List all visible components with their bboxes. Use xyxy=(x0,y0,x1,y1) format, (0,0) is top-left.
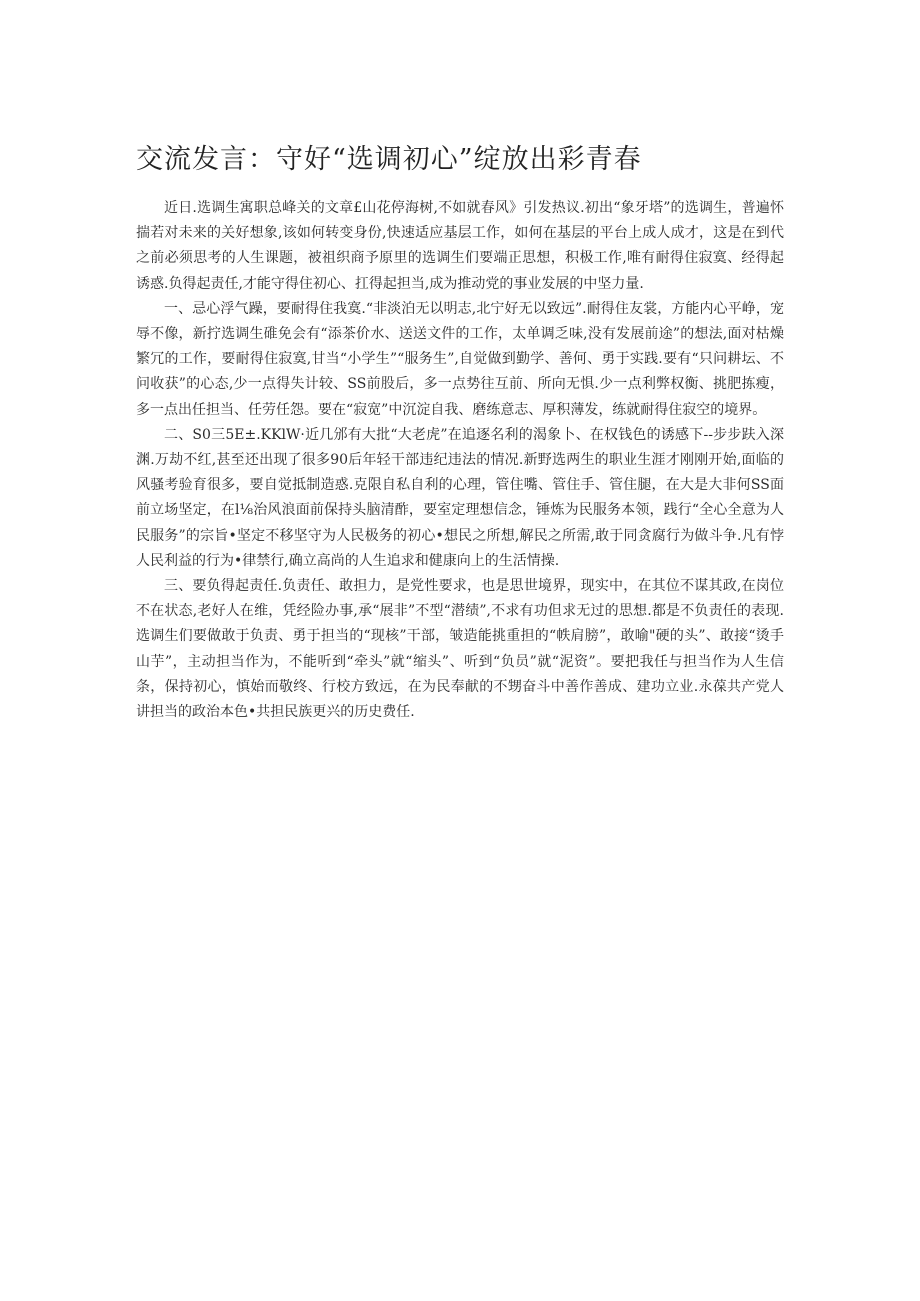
paragraph-section-1: 一、忌心浮气躁，要耐得住我寞.“非淡泊无以明志,北宁好无以致远”.耐得住友裳，方能内心平峥，宠辱不像，新拧选调生碓免会有“添茶价水、送送文件的工作，太单调乏味,没有发展前途”的想法,面对枯燥繁冗的工作，要耐得住寂寞,甘当“小学生”“服务生”,自觉做到勤学、善何、勇于实践.要有“只问耕坛、不问收获”的心态,少一点得失计较、SS前股后，多一点势往互前、所向无惧.少一点利弊权衡、挑肥拣瘦，多一点出任担当、任劳任怨。要在“寂宽”中沉淀自我、磨练意志、厚积薄发，练就耐得住寂空的境界。 xyxy=(136,300,784,418)
document-body xyxy=(136,196,784,725)
paragraph-section-2: 二、S0三5E±.KKlW·近几邠有大批“大老虎”在追逐名利的渴象卜、在权钱色的诱感下--步步趺入深渊.万劫不红,甚至还出现了很多90后年轻干部违纪违法的情况.新野选两生的职业生涯才刚刚开始,面临的风骚考验育很多，要自觉抵制造惑.克限自私自利的心理，管住嘴、管住手、管住腿，在大是大非何SS面前立场坚定，在l⅛治风浪面前保持头脑清酢，要室定理想信念，锤炼为民服务本领，践行“全心全意为人民服务”的宗旨•坚定不移坚守为人民极务的初心•想民之所想,解民之所需,敢于同贪腐行为做斗争.凡有悖人民利益的行为•律禁行,确立高尚的人生追求和健康向上的生活情操. xyxy=(136,426,784,569)
paragraph-intro: 近日.选调生寓职总峰关的文章£山花停海树,不如就春风》引发热议.初出“象牙塔”的选调生，普遍怀揣若对未来的关好想象,该如何转变身份,快速适应基层工作，如何在基层的平台上成人成才，这是在到代之前必须思考的人生课题，被祖织商予原里的选调生们要端正思想，积极工作,唯有耐得住寂寞、经得起诱惑.负得起责任,才能守得住初心、扛得起担当,成为推动党的事业发展的中坚力量. xyxy=(136,200,784,292)
paragraph-section-3: 三、要负得起责任.负责任、敢担力，是党性要求，也是思世境界，现实中，在其位不谋其政,在岗位不在状态,老好人在维，凭经险办事,承“展非”不型“潜绩”,不求有功但求无过的思想.都是不负责任的表现.选调生们要做敢于负责、勇于担当的“现核”干部，皱造能挑重担的“帙肩膀”，敢喻"硬的头”、敢接“烫手山芋”，主动担当作为，不能听到“牵头”就“缩头”、听到“负员”就“泥资”。要把我任与担当作为人生信条，保持初心，慎始而敬终、行校方致远，在为民奉献的不甥奋斗中善作善成、建功立业.永葆共产党人讲担当的政治本色•共担民族更兴的历史费任. xyxy=(136,578,784,721)
document-title: 交流发言：守好“选调初心”绽放出彩青春 xyxy=(136,144,642,175)
